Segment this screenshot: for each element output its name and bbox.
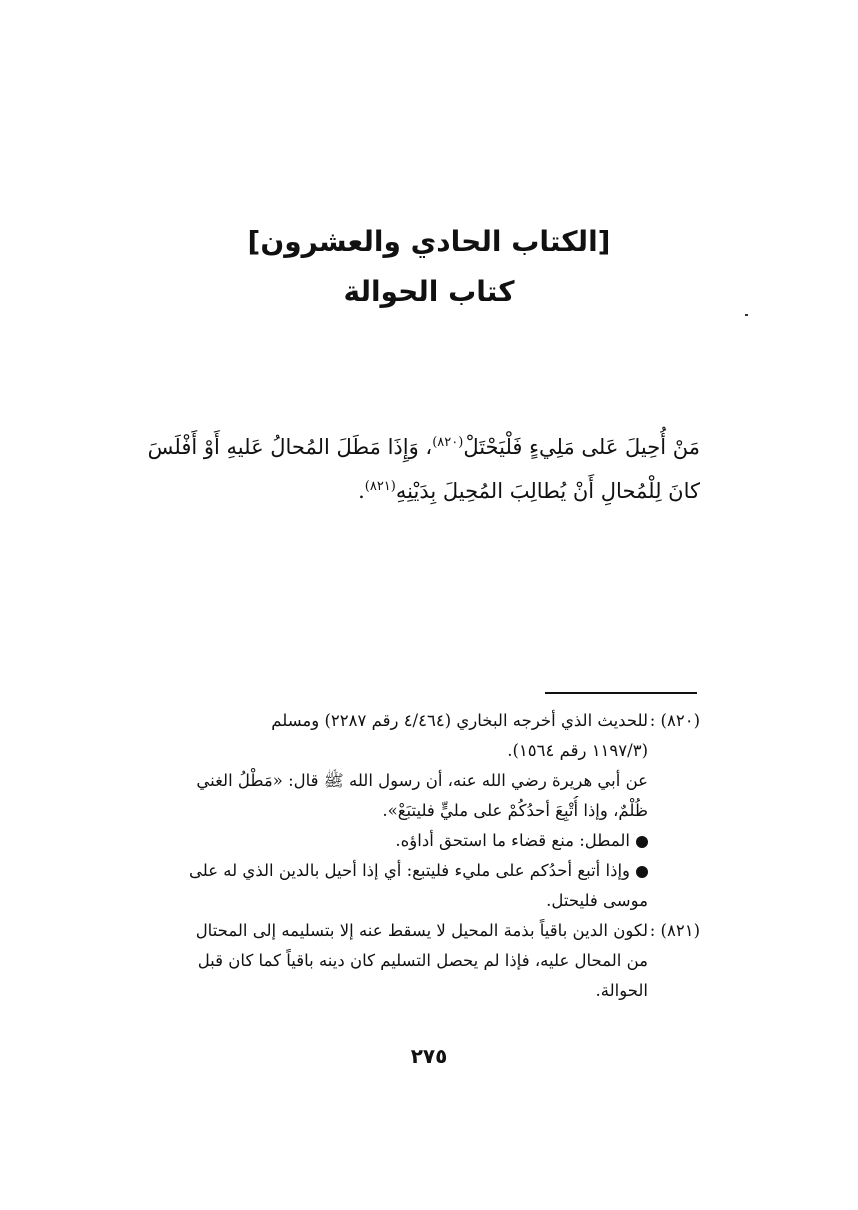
footnote-line: من المحال عليه، فإذا لم يحصل التسليم كان دينه باقياً كما كان قبل bbox=[197, 951, 648, 970]
footnote-line bbox=[165, 706, 700, 736]
page-number: ٢٧٥ bbox=[410, 1044, 448, 1068]
footnote-ref[interactable]: (٨٢١) bbox=[364, 479, 396, 494]
footnote-ref[interactable]: (٨٢٠) bbox=[432, 435, 464, 450]
main-text-segment: ، وَإِذَا مَطَلَ المُحالُ عَليهِ أَوْ أَفْلَسَ bbox=[147, 435, 433, 459]
footnote-text: لكون الدين باقياً بذمة المحيل لا يسقط عنه إلا بتسليمه إلى المحتال bbox=[195, 921, 648, 940]
main-line bbox=[147, 425, 700, 469]
main-text-segment: مَنْ أُحِيلَ عَلى مَلِيءٍ فَلْيَحْتَلْ bbox=[463, 435, 700, 459]
footnote-separator bbox=[545, 692, 697, 694]
footnote-text: للحديث الذي أخرجه البخاري (٤/٤٦٤ رقم ٢٢٨٧) ومسلم bbox=[271, 711, 648, 730]
footnote-number: (٨٢٠) : bbox=[649, 711, 700, 730]
footnote-text: المطل: منع قضاء ما استحق أداؤه. bbox=[395, 831, 630, 850]
bullet-icon bbox=[636, 866, 648, 878]
footnote-line: ظُلْمٌ، وإذا أُتْبِعَ أحدُكُمْ على مليٍّ فليتبَعْ». bbox=[382, 801, 648, 820]
book-title-heading: كتاب الحوالة bbox=[343, 275, 515, 308]
main-text bbox=[147, 425, 700, 513]
bullet-icon bbox=[636, 836, 648, 848]
scan-speck bbox=[745, 314, 748, 316]
main-text-segment: كانَ لِلْمُحالِ أَنْ يُطالِبَ المُحِيلَ بِدَيْنِهِ bbox=[395, 479, 700, 503]
footnote-line: عن أبي هريرة رضي الله عنه، أن رسول الله ﷺ قال: «مَطْلُ الغني bbox=[196, 771, 648, 790]
footnote-line: (١١٩٧/٣ رقم ١٥٦٤). bbox=[507, 741, 648, 760]
main-line bbox=[170, 469, 700, 513]
footnote-line bbox=[165, 916, 700, 946]
footnote-line: الحوالة. bbox=[595, 981, 648, 1000]
footnote-line bbox=[165, 856, 700, 886]
footnote-text: وإذا أتبع أحدُكم على مليء فليتبع: أي إذا أحيل بالدين الذي له على bbox=[189, 861, 630, 880]
footnote-line: موسى فليحتل. bbox=[546, 891, 648, 910]
book-number-heading: [الكتاب الحادي والعشرون] bbox=[247, 225, 611, 258]
footnote-line bbox=[165, 826, 700, 856]
footnotes bbox=[165, 706, 700, 1006]
footnote-number: (٨٢١) : bbox=[649, 921, 700, 940]
main-text-segment: . bbox=[358, 479, 365, 503]
